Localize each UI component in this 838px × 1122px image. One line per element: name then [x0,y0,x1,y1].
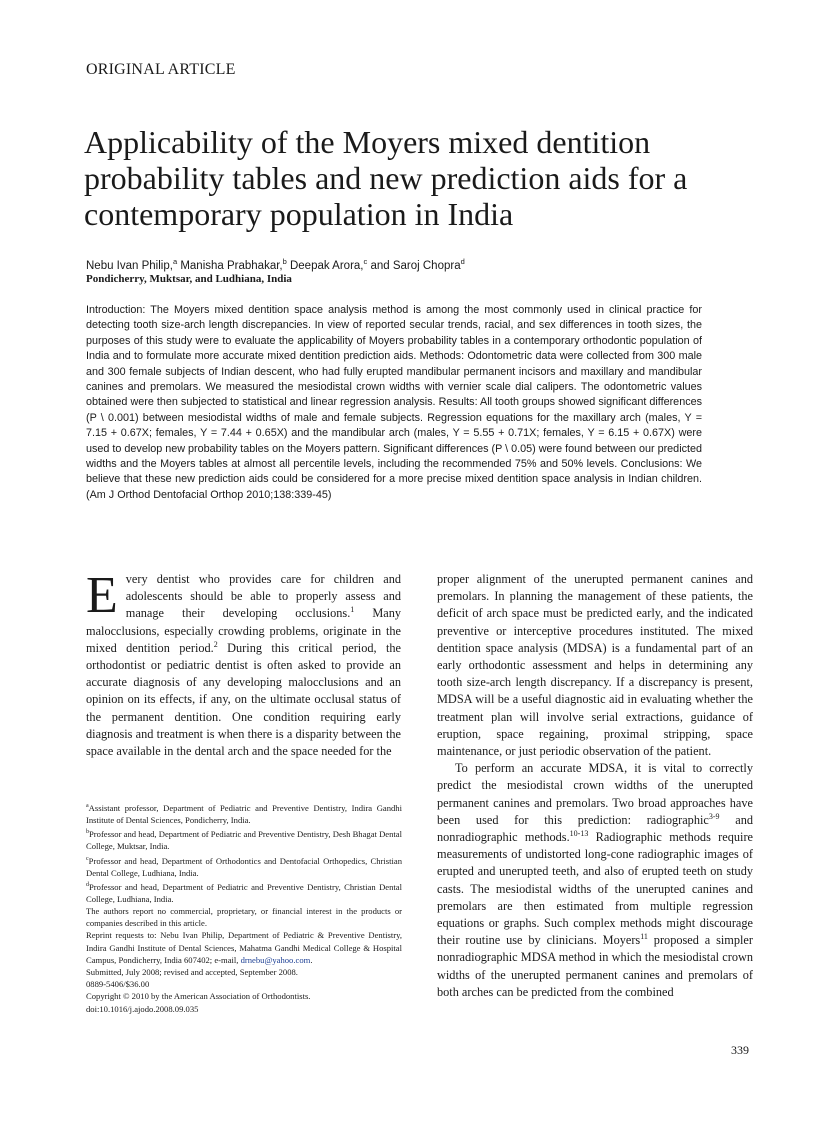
citation: 3-9 [708,811,720,821]
interest-statement: The authors report no commercial, proprietary, or financial interest in the products or companies described in this article. [86,906,402,929]
author-list [86,255,726,273]
footnote-mark: a [86,803,89,809]
abstract: Introduction: The Moyers mixed dentition space analysis method is among the most commonly used in clinical practice for detecting tooth size-arch length discrepancies. In view of reported secular trends, racial, and sex differences in tooth sizes, the purposes of this study were to evaluate the applicability of Moyers probability tables in a contemporary orthodontic population of India and to formulate more accurate mixed dentition prediction aids. Methods: Odontometric data were collected from 300 male and 300 female subjects of Indian descent, who had fully erupted mandibular permanent incisors and maxillary and mandibular canines and premolars. We measured the mesiodistal crown widths with vernier scale dial calipers. The odontometric values obtained were then subjected to statistical and linear regression analysis. Results: All tooth groups showed significant differences (P \ 0.001) between mesiodistal widths of male and female subjects. Regression equations for the maxillary arch (males, Y = 7.15 + 0.67X; females, Y = 7.44 + 0.65X) and the mandibular arch (males, Y = 5.55 + 0.71X; females, Y = 6.15 + 0.67X) were used to develop new probability tables on the Moyers pattern. Significant differences (P \ 0.05) were found between our predicted widths and the Moyers tables at almost all percentile levels, including the recommended 75% and 50% levels. Conclusions: We believe that these new prediction aids could be considered for a more precise mixed dentition space analysis in Indian children. (Am J Orthod Dentofacial Orthop 2010;138:339-45) [86,304,702,501]
author-name: Nebu Ivan Philip, [86,259,173,272]
section-label: ORIGINAL ARTICLE [86,61,236,78]
email-link[interactable]: drnebu@yahoo.com [240,954,311,965]
copyright: Copyright © 2010 by the American Association of Orthodontists. [86,991,311,1002]
body-text: Radiographic methods require measurements of undistorted long-cone radiographic images of erupted and unerupted teeth, and also of erupted teeth on study casts. The mesiodistal widths of the unerupted canines and premolars are then estimated from multiple regression equations or graphs. Such complex methods might discourage their routine use by clinicians. Moyers [437,830,754,948]
body-text: and nonradiographic methods. [437,812,753,845]
submission-dates: Submitted, July 2008; revised and accepted, September 2008. [86,967,298,978]
citation: 11 [640,932,648,942]
footnote-text: . [310,954,313,965]
intro-paragraph [86,567,402,760]
page-number: 339 [731,1043,749,1057]
footnote [86,853,402,879]
citation: 1 [350,605,355,615]
footnote [86,826,402,852]
footnote-mark: c [86,855,89,862]
body-text: Many malocclusions, especially crowding problems, originate in the mixed dentition period. [86,606,402,655]
author-mark: c [363,257,368,266]
footnotes [86,800,402,1015]
body-paragraph: proper alignment of the unerupted permanent canines and premolars. In planning the management of these patients, the deficit of arch space must be predicted early, and the indicated preventive or interceptive procedures instituted. The mixed dentition space analysis (MDSA) is a fundamental part of an early orthodontic assessment and helps in determining any tooth size-arch length discrepancy. If a discrepancy is present, MDSA will be a useful diagnostic aid in evaluating whether the treatment plan will involve serial extractions, guidance of eruption, space regaining, proximal stripping, space maintenance, or just periodic observation of the patient. [437,572,753,759]
body-text: To perform an accurate MDSA, it is vital to correctly predict the mesiodistal crown widths of the unerupted permanent canines and premolars. Two broad approaches have been used for this prediction: radiographic [437,761,753,827]
author-mark: d [460,257,465,266]
doi: doi:10.1016/j.ajodo.2008.09.035 [86,1003,199,1014]
footnote [86,800,402,826]
author-affiliation: Pondicherry, Muktsar, and Ludhiana, India [86,273,292,285]
drop-cap: E [86,567,118,624]
body-text: During this critical period, the orthodontist or pediatric dentist is often asked to provide an accurate diagnosis of any developing malocclusions and an opinion on its effects, if any, on the ultimate occlusal status of the permanent dentition. One condition requiring early diagnosis and treatment is when there is a disparity between the space available in the dental arch and the space needed for the [86,640,402,759]
author-mark: b [282,257,287,266]
body-column-right [437,571,753,1001]
footnote-text: Reprint requests to: Nebu Ivan Philip, Department of Pediatric & Preventive Dentistry, Indira Gandhi Institute of Dental Sciences, Mahatma Gandhi Medical College & Hospital Campus, Pondicherry, India 607402; e-mail, [86,930,402,965]
footnote-mark: b [86,829,89,836]
footnote-text: Professor and head, Department of Orthodontics and Dentofacial Orthopedics, Christian Dental College, Ludhiana, India. [86,855,402,878]
issn: 0889-5406/$36.00 [86,979,150,990]
footnote-mark: d [86,881,89,888]
footnote-text: Professor and head, Department of Pediatric and Preventive Dentistry, Desh Bhagat Dental College, Muktsar, India. [86,829,402,852]
author-mark: a [172,257,178,266]
author-name: and Saroj Chopra [367,259,461,272]
footnote-text: Assistant professor, Department of Pediatric and Preventive Dentistry, Indira Gandhi Institute of Dental Sciences, Pondicherry, India. [86,802,402,826]
citation: 10-13 [569,828,589,838]
body-text: proposed a simpler nonradiographic MDSA method in which the mesiodistal crown widths of the unerupted permanent canines and premolars of both arches can be predicted from the combined [437,933,753,999]
article-title: Applicability of the Moyers mixed dentition probability tables and new prediction aids for a contemporary population in India [84,124,688,232]
body-text: very dentist who provides care for children and adolescents should be able to properly assess and manage their developing occlusions. [125,572,401,621]
body-column-left [86,567,402,760]
footnote-text: Professor and head, Department of Pediatric and Preventive Dentistry, Christian Dental College, Ludhiana, India. [86,881,402,904]
reprint-requests [86,929,402,966]
author-name: Deepak Arora, [286,259,364,272]
body-paragraph [437,760,753,1001]
footnote [86,879,402,905]
citation: 2 [213,639,218,649]
author-name: Manisha Prabhakar, [177,259,283,272]
